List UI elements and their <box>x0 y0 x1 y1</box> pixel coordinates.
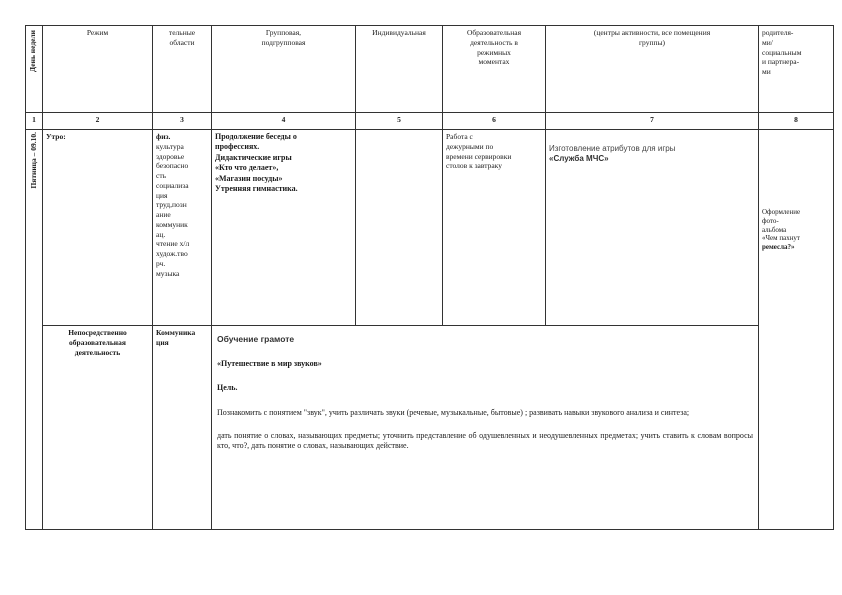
morning-regime-cell <box>43 130 153 326</box>
area-line: худож.тво <box>156 249 188 258</box>
parents-line: альбома <box>762 225 787 234</box>
regime-label: Режим <box>86 28 109 37</box>
column-number: 7 <box>546 113 759 130</box>
educational-line: времени сервировки <box>446 151 512 161</box>
morning-centers-cell <box>546 130 759 326</box>
header-areas <box>153 26 212 113</box>
direct-regime-line: образовательная <box>69 337 126 347</box>
column-number: 1 <box>26 113 43 130</box>
header-regime <box>43 26 153 113</box>
header-row <box>26 26 834 113</box>
group-activity-line: Дидактические игры <box>215 152 292 162</box>
educational-label-line: моментах <box>478 57 510 67</box>
direct-area-line: ция <box>156 337 169 347</box>
educational-label-line: режимных <box>477 47 511 57</box>
morning-areas-cell <box>153 130 212 326</box>
morning-educational-cell <box>443 130 546 326</box>
area-line: здоровье <box>156 151 185 161</box>
column-number: 5 <box>356 113 443 130</box>
individual-label: Индивидуальная <box>372 28 426 37</box>
educational-label-line: Образовательная <box>466 28 522 37</box>
parents-cell <box>759 130 834 530</box>
area-line: рч. <box>156 258 166 268</box>
morning-row <box>26 130 834 326</box>
lesson-title: Обучение грамоте <box>217 334 295 344</box>
centers-note-text: Изготовление атрибутов для игры <box>549 144 676 153</box>
direct-activity-row <box>26 326 834 530</box>
direct-area-line: Коммуника <box>156 328 196 337</box>
educational-label-line: деятельность в <box>470 37 518 47</box>
educational-line: столов к завтраку <box>446 161 502 171</box>
area-line: культура <box>156 141 184 151</box>
direct-regime-line: деятельность <box>74 347 121 357</box>
daily-plan-table <box>25 25 834 530</box>
header-group <box>212 26 356 113</box>
area-line: ание <box>156 210 171 219</box>
column-number: 8 <box>759 113 834 130</box>
parents-label-line: родителя- <box>762 28 794 37</box>
parents-label-line: ми/ <box>762 37 773 47</box>
column-number: 3 <box>153 113 212 130</box>
parents-label-line: ми <box>762 67 771 76</box>
day-of-week-label: День недели <box>28 30 37 72</box>
group-activity-line: Утренняя гимнастика. <box>215 183 298 193</box>
group-label-line: подгрупповая <box>261 37 306 47</box>
lesson-cell <box>212 326 759 530</box>
area-line: музыка <box>156 268 180 278</box>
header-educational <box>443 26 546 113</box>
area-line: социализа <box>156 180 189 190</box>
parents-note <box>762 208 830 252</box>
column-numbers-row <box>26 113 834 130</box>
centers-label-line: группы) <box>638 37 666 47</box>
header-centers <box>546 26 759 113</box>
column-number: 2 <box>43 113 153 130</box>
centers-note <box>549 144 755 165</box>
area-line: труд,позн <box>156 200 187 210</box>
morning-regime: Утро: <box>46 132 66 141</box>
group-label-line: Групповая, <box>265 28 302 37</box>
area-line: физ. <box>156 132 171 141</box>
area-line: чтение х/л <box>156 239 190 249</box>
parents-line: ремесла?» <box>762 243 795 251</box>
area-line: безопасно <box>156 161 189 171</box>
area-line: ция <box>156 190 168 200</box>
header-day-of-week <box>26 26 43 113</box>
educational-line: дежурными по <box>446 141 494 151</box>
header-individual <box>356 26 443 113</box>
group-activity-line: профессиях. <box>215 142 260 152</box>
lesson-theme: «Путешествие в мир звуков» <box>217 359 322 369</box>
direct-areas-cell <box>153 326 212 530</box>
parents-line: фото- <box>762 216 779 225</box>
day-cell <box>26 130 43 530</box>
header-parents <box>759 26 834 113</box>
area-line: сть <box>156 171 167 180</box>
group-activity-line: «Кто что делает», <box>215 163 279 173</box>
areas-label: тельные области <box>168 28 196 47</box>
morning-group-cell <box>212 130 356 326</box>
group-activity-line: Продолжение беседы о <box>215 132 297 141</box>
day-label: Пятница – 09.10. <box>29 132 39 189</box>
area-line: ац. <box>156 229 166 239</box>
parents-line: Оформление <box>762 208 801 216</box>
lesson-goal-label: Цель. <box>217 383 238 393</box>
educational-line: Работа с <box>446 132 473 141</box>
parents-label-line: социальным <box>762 47 802 57</box>
morning-individual-cell <box>356 130 443 326</box>
column-number: 6 <box>443 113 546 130</box>
lesson-paragraph: Познакомить с понятием "звук", учить различать звуки (речевые, музыкальные, бытовые) ; развивать навыки звукового анализа и синтеза; <box>217 407 690 417</box>
centers-label-line: (центры активности, все помещения <box>593 28 711 37</box>
direct-regime-line: Непосредственно <box>68 328 127 337</box>
parents-line: «Чем пахнут <box>762 234 800 243</box>
lesson-paragraph: дать понятие о словах, называющих предметы; уточнить представление об одушевленных и неодушевленных предметах; учить ставить к словам вопросы кто, что?, дать понятие о словах, называющих действие. <box>217 430 753 451</box>
direct-regime-cell <box>43 326 153 530</box>
centers-note-game: «Служба МЧС» <box>549 154 609 164</box>
column-number: 4 <box>212 113 356 130</box>
group-activity-line: «Магазин посуды» <box>215 173 283 183</box>
parents-label-line: и партнера- <box>762 57 800 67</box>
area-line: коммуник <box>156 219 188 229</box>
